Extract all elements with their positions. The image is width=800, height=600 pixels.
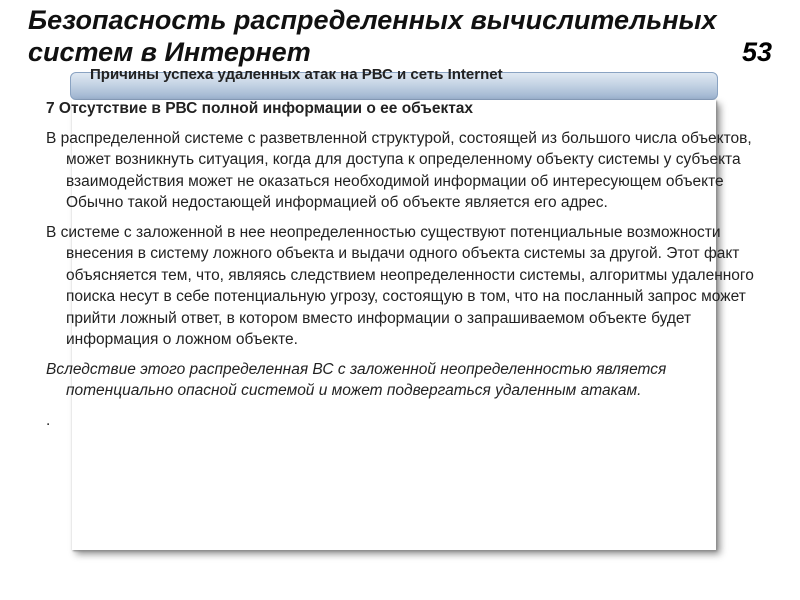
- slide-subtitle: Причины успеха удаленных атак на РВС и сеть Internet: [90, 66, 503, 83]
- slide-number: 53: [741, 37, 772, 67]
- trailing-dot: .: [46, 411, 51, 429]
- paragraph-1: В распределенной системе с разветвленной структурой, состоящей из большого числа объектов, может возникнуть ситуация, когда для доступа к определенному объекту системы у субъекта взаимодействия может не оказаться необходимой информации об интересующем объекте Обычно такой недостающей информацией об объекте является его адрес.: [46, 129, 752, 211]
- section-heading: 7 Отсутствие в РВС полной информации о ее объектах: [46, 100, 474, 117]
- slide-title: Безопасность распределенных вычислительных систем в Интернет: [28, 5, 717, 67]
- paragraph-2: В системе с заложенной в нее неопределенностью существуют потенциальные возможности внесения в систему ложного объекта и выдачи одного объекта системы за другой. Этот факт объясняется тем, что, являясь следствием неопределенности системы, алгоритмы удаленного поиска несут в себе потенциальную угрозу, состоящую в том, что на посланный запрос может прийти ложный ответ, в котором вместо информации о запрашиваемом объекте будет информация о ложном объекте.: [46, 223, 754, 348]
- slide-content: [46, 98, 776, 431]
- paragraph-3: Вследствие этого распределенная ВС с заложенной неопределенностью является потенциально опасной системой и может подвергаться удаленным атакам.: [46, 360, 667, 399]
